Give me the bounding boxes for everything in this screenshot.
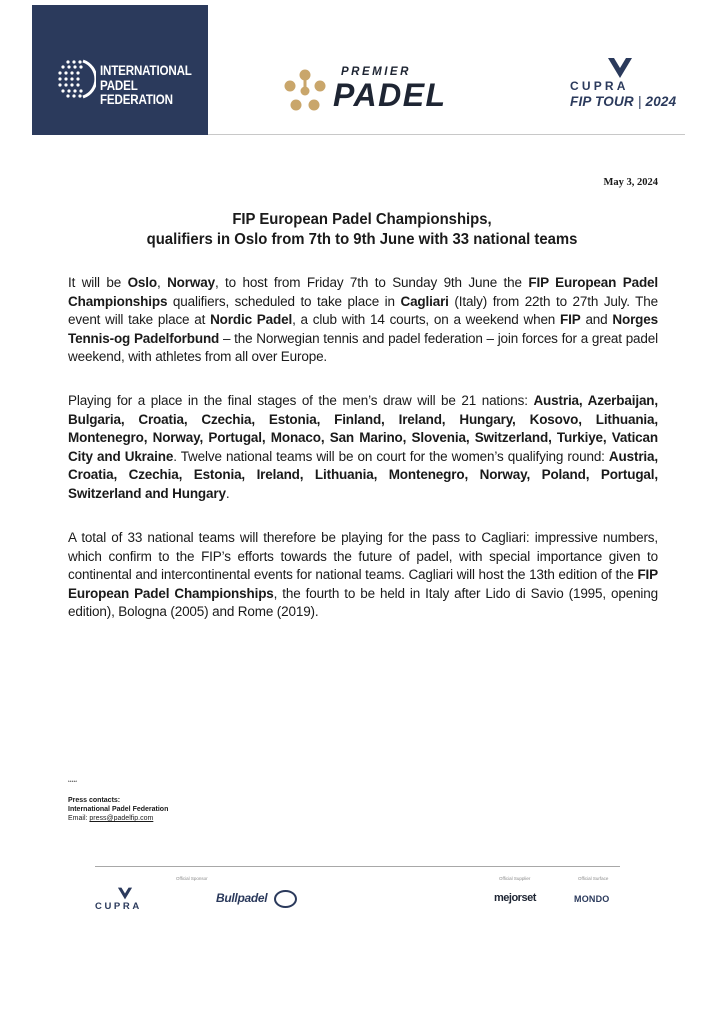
sponsor-caption-mondo: Official Surface <box>578 876 609 881</box>
paragraph-3: A total of 33 national teams will therefore be playing for the pass to Cagliari: impressive numbers, which confirm to the FIP’s efforts towards the future of padel, with special importance given to continental and intercontinental events for national teams. Cagliari will host the 13th edition of the FIP European Padel Championships, the fourth to be held in Italy after Lido di Savio (1995, opening edition), Bologna (2005) and Rome (2019). <box>68 530 659 619</box>
ipf-logo-text <box>100 64 192 108</box>
title-line-1: FIP European Padel Championships, <box>232 211 492 228</box>
fip-tour-text: FIP TOUR | 2024 <box>570 94 677 109</box>
padel-ball-icon <box>52 57 96 101</box>
title-line-2: qualifiers in Oslo from 7th to 9th June with 33 national teams <box>146 231 578 248</box>
ipf-logo <box>32 5 208 135</box>
footer-divider <box>95 866 620 867</box>
paragraph-2: Playing for a place in the final stages of the men’s draw will be 21 nations: Austria, Azerbaijan, Bulgaria, Croatia, Czechia, Estonia, Finland, Ireland, Hungary, Kosovo, Lithuania, Montenegro, Norway, Portugal, Monaco, San Marino, Slovenia, Switzerland, Turkiye, Vatican City and Ukraine. Twelve national teams will be on court for the women’s qualifying round: Austria, Croatia, Czechia, Estonia, Ireland, Lithuania, Montenegro, Norway, Poland, Portugal, Switzerland and Hungary. <box>68 393 658 501</box>
press-contacts-org: International Padel Federation <box>68 806 169 813</box>
sponsor-cupra-icon <box>117 887 133 900</box>
sponsor-caption-mejorset: Official Supplier <box>499 876 531 881</box>
press-email-link[interactable]: press@padelfip.com <box>89 815 154 822</box>
header-divider <box>208 134 685 135</box>
press-contacts-label: Press contacts: <box>68 797 121 804</box>
ipf-line-2: PADEL <box>100 77 138 93</box>
premier-padel-star-icon <box>282 68 328 114</box>
fip-tour-label: FIP TOUR <box>570 94 634 109</box>
paragraph-1: It will be Oslo, Norway, to host from Friday 7th to Sunday 9th June the FIP European Padel Championships qualifiers, scheduled to take place in Cagliari (Italy) from 22th to 27th July. The event will take place at Nordic Padel, a club with 14 courts, on a weekend when FIP and Norges Tennis-og Padelforbund – the Norwegian tennis and padel federation – join forces for a great padel weekend, with athletes from all over Europe. <box>68 275 659 364</box>
press-contacts <box>68 796 168 823</box>
ipf-line-3: FEDERATION <box>100 92 173 107</box>
bullpadel-logo-icon <box>274 890 297 908</box>
sponsor-bullpadel: Bullpadel <box>216 891 268 905</box>
premier-padel-top-text: PREMIER <box>341 66 411 78</box>
document-date: May 3, 2024 <box>603 177 658 188</box>
ipf-line-1: INTERNATIONAL <box>100 63 192 78</box>
sponsor-cupra: CUPRA <box>95 901 142 912</box>
fip-tour-year: 2024 <box>645 94 677 109</box>
cupra-logo-icon <box>607 57 633 79</box>
sponsor-caption-bullpadel: Official Sponsor <box>176 876 208 881</box>
cupra-logo-text: CUPRA <box>570 79 629 93</box>
sponsor-mejorset: mejorset <box>494 892 536 904</box>
document-title <box>72 210 652 250</box>
end-marker: ***** <box>68 779 78 784</box>
premier-padel-main-text: PADEL <box>333 77 447 113</box>
sponsor-mondo: MONDO <box>574 894 610 904</box>
press-contacts-email-line: Email: press@padelfip.com <box>68 815 154 822</box>
